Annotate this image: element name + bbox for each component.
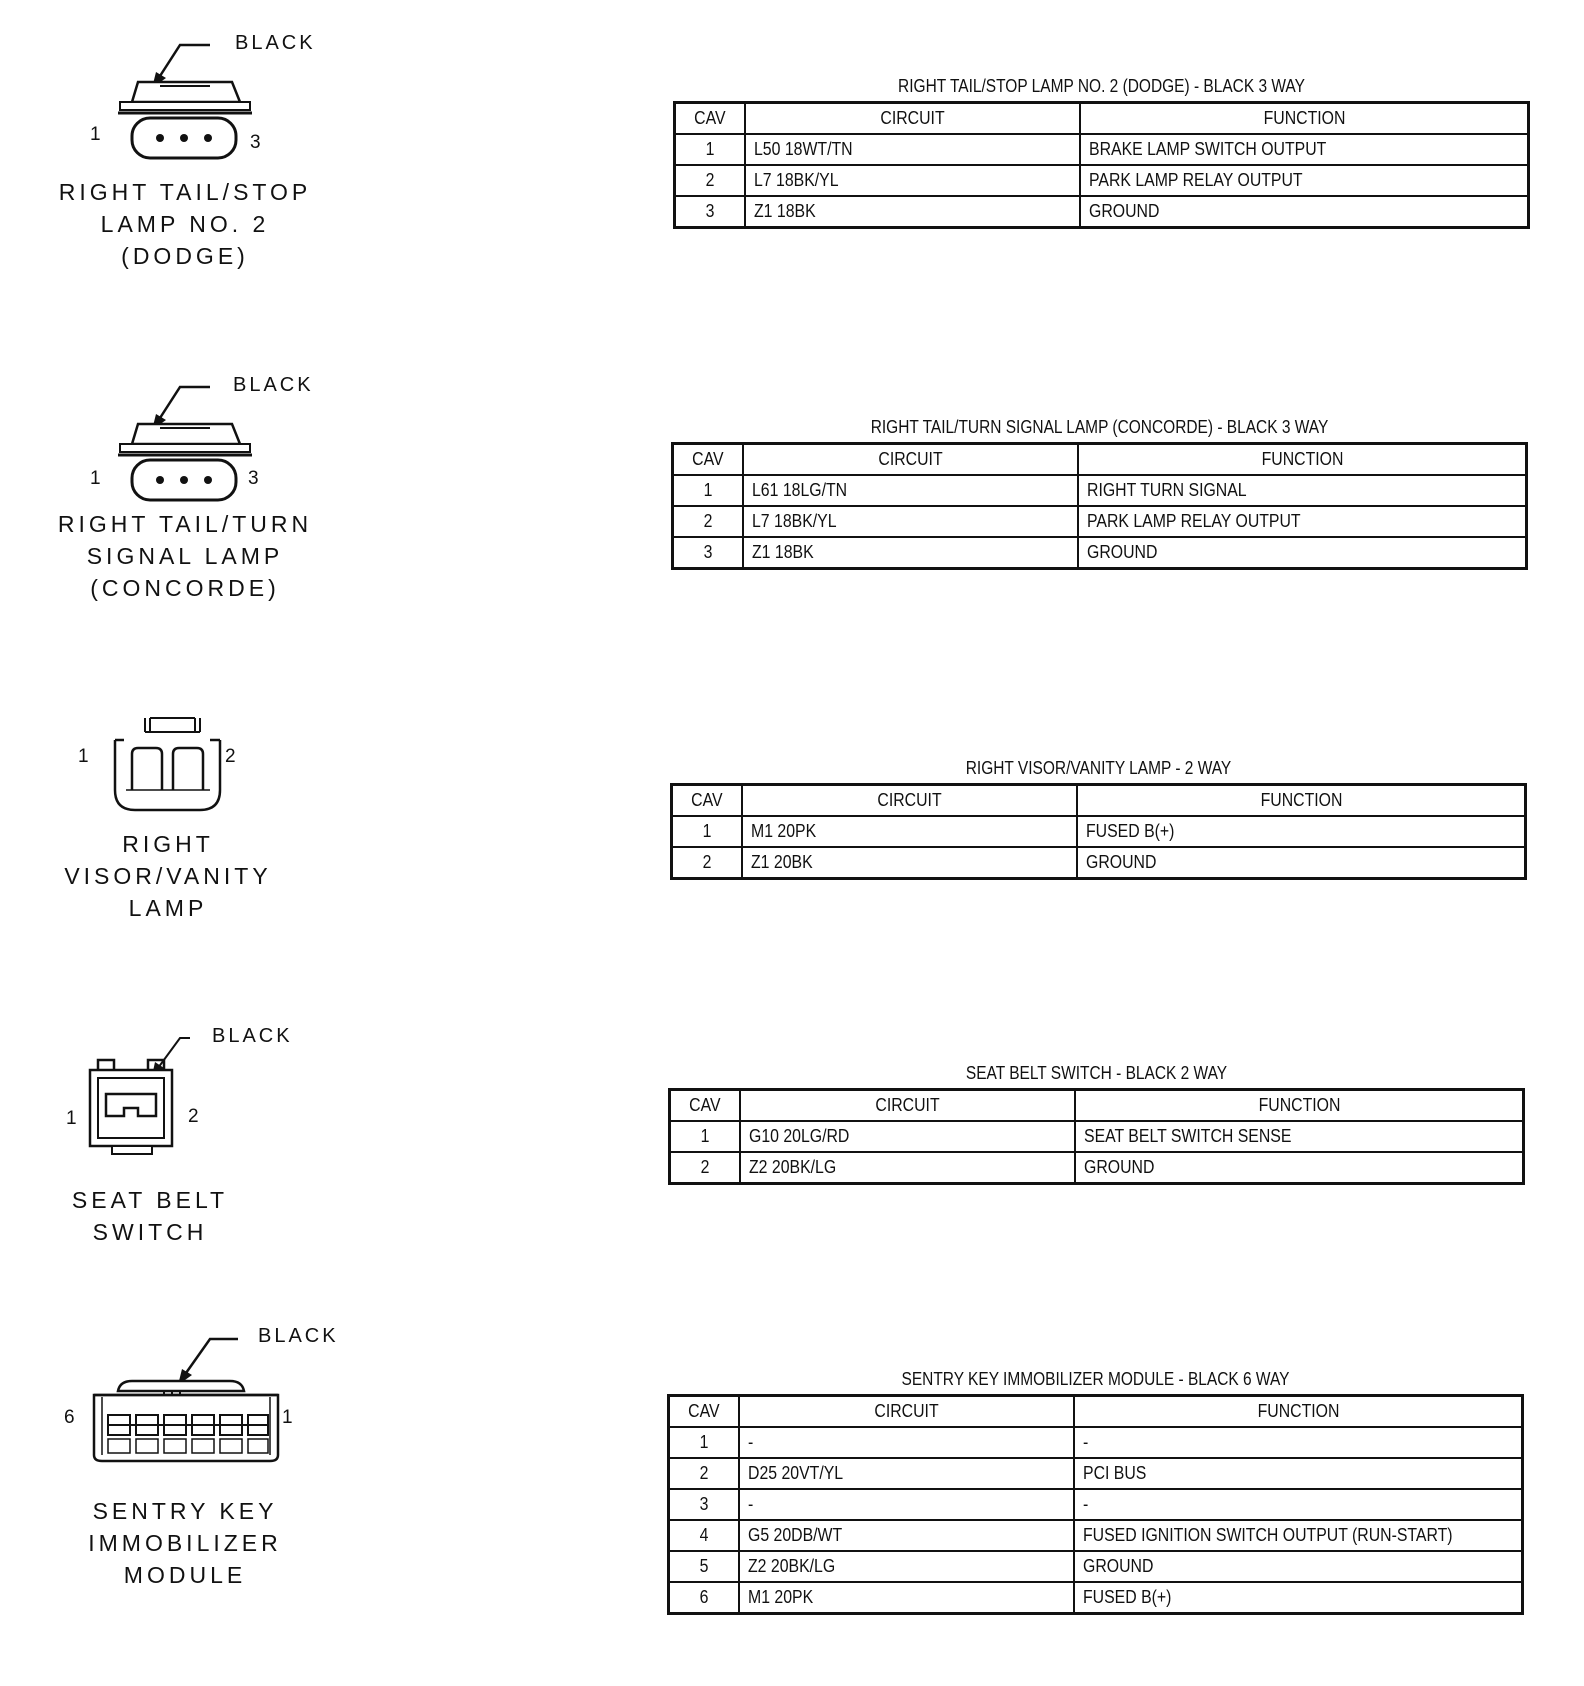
connector-diagram: [57, 362, 400, 622]
connector-name-line: RIGHT: [122, 831, 214, 857]
pin-label-right: 2: [188, 1106, 199, 1127]
table-title: RIGHT VISOR/VANITY LAMP - 2 WAY: [965, 758, 1232, 778]
cav-cell: 1: [672, 816, 743, 847]
cav-cell: 2: [669, 1458, 740, 1489]
header-function: FUNCTION: [1078, 444, 1527, 476]
connector-name-line: MODULE: [123, 1562, 247, 1588]
connector-name-line: LAMP: [128, 895, 208, 921]
circuit-cell: -: [739, 1427, 1074, 1458]
table-row: [672, 847, 1526, 879]
function-cell: SEAT BELT SWITCH SENSE: [1075, 1121, 1524, 1152]
pinout-table: [671, 442, 1528, 570]
cav-cell: 2: [672, 847, 743, 879]
cav-cell: 1: [675, 134, 746, 165]
table-row: [669, 1458, 1523, 1489]
cav-cell: 3: [669, 1489, 740, 1520]
table-header-row: [670, 1090, 1524, 1122]
connector-name: [35, 508, 335, 604]
cav-cell: 2: [675, 165, 746, 196]
circuit-cell: Z1 20BK: [742, 847, 1077, 879]
cav-cell: 1: [673, 475, 744, 506]
connector-diagram: [60, 1020, 400, 1280]
pin-label-left: 1: [66, 1108, 77, 1129]
connector-name: [35, 1495, 335, 1591]
table-row: [669, 1551, 1523, 1582]
circuit-cell: Z1 18BK: [745, 196, 1080, 228]
cav-cell: 6: [669, 1582, 740, 1614]
connector-name-line: SWITCH: [92, 1219, 208, 1245]
table-row: [669, 1520, 1523, 1551]
circuit-cell: Z2 20BK/LG: [739, 1551, 1074, 1582]
circuit-cell: M1 20PK: [742, 816, 1077, 847]
connector-name: [35, 176, 335, 272]
function-cell: BRAKE LAMP SWITCH OUTPUT: [1080, 134, 1529, 165]
header-cav: CAV: [675, 103, 746, 135]
connector-name-line: SIGNAL LAMP: [86, 543, 284, 569]
table-row: [675, 196, 1529, 228]
pinout-table-block: [671, 416, 1528, 570]
function-cell: FUSED B(+): [1077, 816, 1526, 847]
function-cell: GROUND: [1074, 1551, 1523, 1582]
function-cell: GROUND: [1080, 196, 1529, 228]
function-cell: PARK LAMP RELAY OUTPUT: [1078, 506, 1527, 537]
function-cell: PARK LAMP RELAY OUTPUT: [1080, 165, 1529, 196]
pinout-table: [673, 101, 1530, 229]
header-circuit: CIRCUIT: [742, 785, 1077, 817]
header-function: FUNCTION: [1080, 103, 1529, 135]
connector-diagram: [60, 710, 400, 970]
circuit-cell: G5 20DB/WT: [739, 1520, 1074, 1551]
header-cav: CAV: [672, 785, 743, 817]
header-circuit: CIRCUIT: [745, 103, 1080, 135]
table-row: [669, 1427, 1523, 1458]
cav-cell: 2: [673, 506, 744, 537]
pinout-table: [667, 1394, 1524, 1615]
connector-name-line: SENTRY KEY: [92, 1498, 278, 1524]
function-cell: PCI BUS: [1074, 1458, 1523, 1489]
header-function: FUNCTION: [1075, 1090, 1524, 1122]
pin-label-left: 1: [90, 124, 101, 145]
cav-cell: 2: [670, 1152, 741, 1184]
cav-cell: 3: [675, 196, 746, 228]
wire-color-label: BLACK: [212, 1025, 293, 1047]
connector-name-line: RIGHT TAIL/STOP: [58, 179, 312, 205]
cav-cell: 1: [670, 1121, 741, 1152]
connector-name-line: SEAT BELT: [71, 1187, 229, 1213]
table-row: [673, 537, 1527, 569]
circuit-cell: D25 20VT/YL: [739, 1458, 1074, 1489]
wire-color-label: BLACK: [258, 1325, 339, 1347]
table-row: [672, 816, 1526, 847]
connector-name-line: RIGHT TAIL/TURN: [57, 511, 313, 537]
header-circuit: CIRCUIT: [739, 1396, 1074, 1428]
pinout-table-block: [673, 75, 1530, 229]
header-cav: CAV: [670, 1090, 741, 1122]
function-cell: -: [1074, 1489, 1523, 1520]
wire-color-label: BLACK: [235, 32, 316, 54]
table-row: [670, 1121, 1524, 1152]
pin-label-right: 1: [282, 1407, 293, 1428]
circuit-cell: L50 18WT/TN: [745, 134, 1080, 165]
pinout-table-block: [667, 1368, 1524, 1615]
circuit-cell: L7 18BK/YL: [743, 506, 1078, 537]
table-row: [669, 1489, 1523, 1520]
connector-name: [0, 1184, 300, 1248]
table-row: [673, 506, 1527, 537]
circuit-cell: L61 18LG/TN: [743, 475, 1078, 506]
function-cell: RIGHT TURN SIGNAL: [1078, 475, 1527, 506]
connector-name-line: VISOR/VANITY: [64, 863, 272, 889]
pin-label-left: 1: [90, 468, 101, 489]
table-header-row: [675, 103, 1529, 135]
connector-name-line: IMMOBILIZER: [88, 1530, 282, 1556]
table-title: RIGHT TAIL/STOP LAMP NO. 2 (DODGE) - BLACK 3 WAY: [898, 76, 1305, 96]
cav-cell: 1: [669, 1427, 740, 1458]
pinout-table-block: [670, 757, 1527, 880]
table-header-row: [669, 1396, 1523, 1428]
table-title: SENTRY KEY IMMOBILIZER MODULE - BLACK 6 WAY: [901, 1369, 1290, 1389]
pin-label-left: 6: [64, 1407, 75, 1428]
table-row: [670, 1152, 1524, 1184]
cav-cell: 4: [669, 1520, 740, 1551]
function-cell: FUSED IGNITION SWITCH OUTPUT (RUN-START): [1074, 1520, 1523, 1551]
function-cell: GROUND: [1077, 847, 1526, 879]
connector-name-line: LAMP NO. 2: [100, 211, 270, 237]
function-cell: GROUND: [1075, 1152, 1524, 1184]
header-cav: CAV: [669, 1396, 740, 1428]
function-cell: GROUND: [1078, 537, 1527, 569]
cav-cell: 3: [673, 537, 744, 569]
connector-name-line: (DODGE): [121, 243, 249, 269]
circuit-cell: -: [739, 1489, 1074, 1520]
pin-label-right: 3: [248, 468, 259, 489]
header-circuit: CIRCUIT: [743, 444, 1078, 476]
function-cell: -: [1074, 1427, 1523, 1458]
circuit-cell: Z1 18BK: [743, 537, 1078, 569]
table-title: RIGHT TAIL/TURN SIGNAL LAMP (CONCORDE) - BLACK 3 WAY: [870, 417, 1329, 437]
function-cell: FUSED B(+): [1074, 1582, 1523, 1614]
cav-cell: 5: [669, 1551, 740, 1582]
header-function: FUNCTION: [1074, 1396, 1523, 1428]
table-row: [669, 1582, 1523, 1614]
table-header-row: [673, 444, 1527, 476]
pin-label-right: 2: [225, 746, 236, 767]
circuit-cell: Z2 20BK/LG: [740, 1152, 1075, 1184]
table-row: [675, 134, 1529, 165]
pin-label-right: 3: [250, 132, 261, 153]
header-cav: CAV: [673, 444, 744, 476]
circuit-cell: G10 20LG/RD: [740, 1121, 1075, 1152]
pinout-table: [670, 783, 1527, 880]
connector-name-line: (CONCORDE): [90, 575, 280, 601]
wire-color-label: BLACK: [233, 374, 314, 396]
connector-diagram: [60, 1325, 400, 1588]
table-title: SEAT BELT SWITCH - BLACK 2 WAY: [965, 1063, 1228, 1083]
connector-diagram: [60, 20, 400, 280]
two-way-connector-icon: [60, 710, 320, 820]
table-row: [673, 475, 1527, 506]
pinout-table: [668, 1088, 1525, 1185]
header-circuit: CIRCUIT: [740, 1090, 1075, 1122]
connector-name: [18, 828, 318, 924]
circuit-cell: L7 18BK/YL: [745, 165, 1080, 196]
circuit-cell: M1 20PK: [739, 1582, 1074, 1614]
pin-label-left: 1: [78, 746, 89, 767]
pinout-table-block: [668, 1062, 1525, 1185]
header-function: FUNCTION: [1077, 785, 1526, 817]
table-row: [675, 165, 1529, 196]
table-header-row: [672, 785, 1526, 817]
